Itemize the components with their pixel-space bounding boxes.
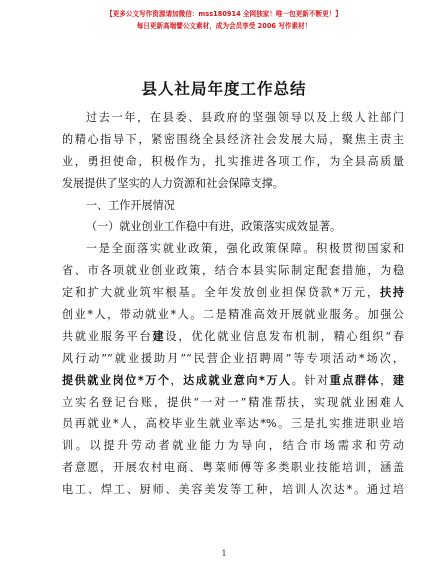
text-line: 创业*人，带动就业*人。二是精准高效开展就业服务。加强公 — [62, 308, 404, 322]
text-line: 省、市各项就业创业政策，结合本县实际制定配套措施，为稳 — [62, 264, 404, 278]
text-line: 员再就业*人，高校毕业生就业率达*%。三是扎实推进职业培 — [62, 417, 404, 431]
text-line: 者意愿，开展农村电商、粤菜师傅等多类职业技能培训，涵盖 — [62, 461, 404, 475]
intro-paragraph — [62, 107, 404, 195]
text-line: 定和扩大就业筑牢根基。全年发放创业担保贷款*万元，扶持 — [62, 286, 404, 300]
text-line: 业，勇担使命，积极作为，扎实推进各项工作，为全县高质量 — [62, 154, 404, 168]
text-line: 立实名登记台账，提供“一对一”精准帮扶，实现就业困难人 — [62, 395, 404, 409]
text-line: 共就业服务平台建设，优化就业信息发布机制，精心组织“春 — [62, 329, 404, 343]
document-title: 县人社局年度工作总结 — [141, 80, 307, 98]
section-heading: 一、工作开展情况 — [86, 198, 175, 212]
text-line: 风行动”“就业援助月”“民营企业招聘周”等专项活动*场次， — [62, 351, 404, 365]
promo-banner-line-1: 【更多公文写作资源请加微信：mss180914 全网独家！唯一包更新不断更！】 — [106, 10, 342, 18]
text-line: 一是全面落实就业政策，强化政策保障。积极贯彻国家和 — [86, 242, 404, 256]
text-line: 发展提供了坚实的人力资源和社会保障支撑。 — [62, 176, 284, 190]
subsection-heading: （一）就业创业工作稳中有进，政策落实成效显著。 — [86, 220, 342, 234]
text-line: 的精心指导下，紧密围绕全县经济社会发展大局，聚焦主责主 — [62, 132, 404, 146]
page-number: 1 — [221, 549, 227, 558]
text-line: 过去一年，在县委、县政府的坚强领导以及上级人社部门 — [86, 111, 404, 124]
text-line: 训。以提升劳动者就业能力为导向，结合市场需求和劳动 — [62, 439, 404, 453]
text-line: 提供就业岗位*万个，达成就业意向*万人。针对重点群体，建 — [62, 373, 404, 387]
text-line: 电工、焊工、厨师、美容美发等工种，培训人次达*。通过培 — [62, 483, 404, 497]
document-body — [62, 107, 404, 501]
promo-banner — [0, 8, 448, 32]
promo-banner-line-2: 每日更新高端譬公文素材，成为会员享受 2006 写作素材！ — [136, 22, 312, 30]
employment-paragraph — [62, 238, 404, 501]
